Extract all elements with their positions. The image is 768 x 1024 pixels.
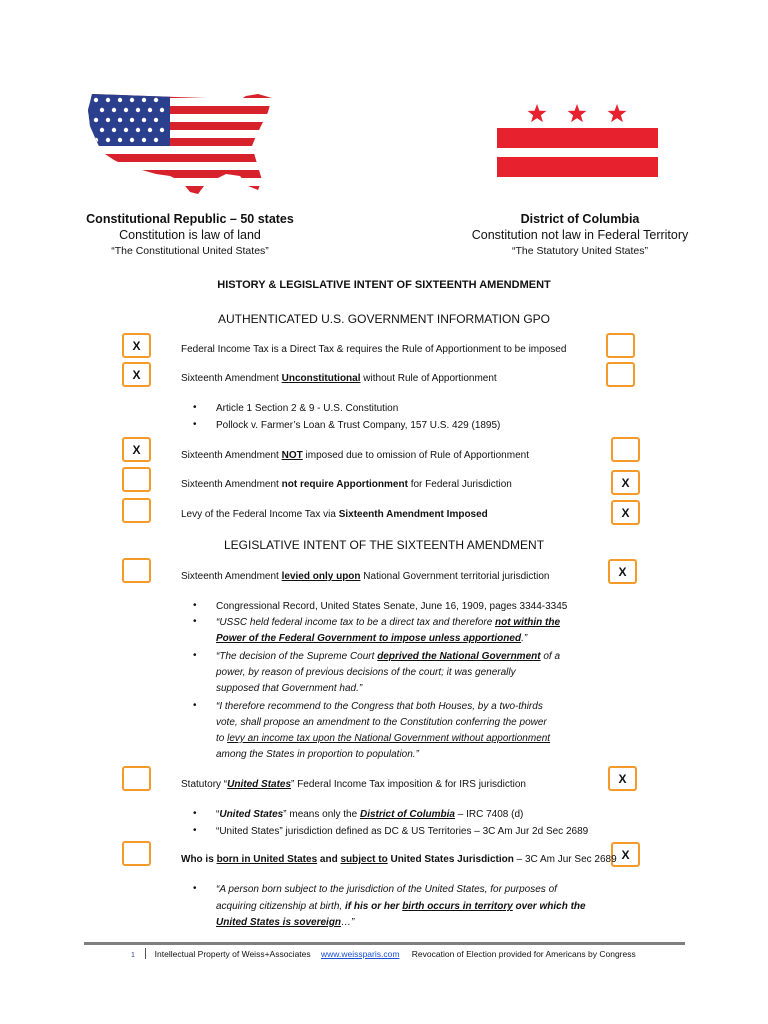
bullet-2: Pollock v. Farmer’s Loan & Trust Company, 157 U.S. 429 (1895) [216, 420, 501, 431]
right-checkbox-7[interactable] [608, 766, 637, 791]
right-header-title: District of Columbia [520, 212, 640, 226]
bullet-8: “United States” jurisdiction defined as DC & US Territories – 3C Am Jur 2d Sec 2689 [216, 826, 589, 837]
row-2-text: Sixteenth Amendment Unconstitutional without Rule of Apportionment [181, 373, 497, 384]
page-number: 1 [131, 952, 135, 959]
bullet-6-line2: vote, shall propose an amendment to the Constitution conferring the power [216, 717, 547, 728]
x-mark: X [132, 338, 141, 353]
left-checkbox-4[interactable] [122, 467, 151, 492]
x-mark: X [618, 771, 627, 786]
footer [131, 948, 636, 959]
bullet-4-line2: Power of the Federal Government to impose unless apportioned.” [216, 633, 528, 644]
bullet-dot: • [193, 883, 197, 894]
section1-heading: AUTHENTICATED U.S. GOVERNMENT INFORMATION GPO [217, 312, 550, 326]
left-checkbox-8[interactable] [122, 841, 151, 866]
x-mark: X [621, 847, 630, 862]
bullet-dot: • [193, 700, 197, 711]
bullet-6-line4: among the States in proportion to population.” [216, 749, 419, 760]
bullet-7: “United States” means only the District of Columbia – IRC 7408 (d) [216, 809, 524, 820]
left-header-title: Constitutional Republic – 50 states [86, 212, 294, 226]
right-checkbox-2[interactable] [606, 362, 635, 387]
left-checkbox-2[interactable] [122, 362, 151, 387]
footer-divider [84, 942, 685, 945]
x-mark: X [621, 475, 630, 490]
right-header-subtitle: Constitution not law in Federal Territory [471, 228, 689, 242]
left-checkbox-5[interactable] [122, 498, 151, 523]
row-3-text: Sixteenth Amendment NOT imposed due to omission of Rule of Apportionment [181, 450, 529, 461]
right-checkbox-5[interactable] [611, 500, 640, 525]
section2-heading: LEGISLATIVE INTENT OF THE SIXTEENTH AMENDMENT [223, 538, 545, 552]
bullet-dot: • [193, 825, 197, 836]
right-checkbox-4[interactable] [611, 470, 640, 495]
bullet-5: “The decision of the Supreme Court deprived the National Government of a [216, 651, 561, 662]
bullet-5-line3: supposed that Government had.” [216, 683, 363, 694]
left-checkbox-1[interactable] [122, 333, 151, 358]
bullet-5-line2: power, by reason of previous decisions of the court; it was generally [216, 667, 516, 678]
x-mark: X [618, 564, 627, 579]
us-map-flag-icon [86, 90, 278, 198]
left-header-subtitle: Constitution is law of land [119, 228, 261, 242]
row-1-text: Federal Income Tax is a Direct Tax & requires the Rule of Apportionment to be imposed [181, 344, 567, 355]
bullet-9-line3: United States is sovereign…” [216, 917, 355, 928]
dc-flag-icon [497, 98, 659, 180]
x-mark: X [621, 505, 630, 520]
right-checkbox-6[interactable] [608, 559, 637, 584]
bullet-9: “A person born subject to the jurisdiction of the United States, for purposes of [216, 884, 557, 895]
footer-link[interactable]: www.weissparis.com [321, 949, 400, 959]
left-checkbox-7[interactable] [122, 766, 151, 791]
right-checkbox-1[interactable] [606, 333, 635, 358]
bullet-6-line3: to levy an income tax upon the National Government without apportionment [216, 733, 551, 744]
bullet-dot: • [193, 419, 197, 430]
right-header-quote: “The Statutory United States” [512, 245, 648, 257]
right-checkbox-3[interactable] [611, 437, 640, 462]
bullet-1: Article 1 Section 2 & 9 - U.S. Constitution [216, 403, 399, 414]
footer-separator [145, 948, 146, 959]
row-8-text: Who is born in United States and subject to United States Jurisdiction – 3C Am Jur Sec 2689 [181, 854, 617, 865]
row-4-text: Sixteenth Amendment not require Apportionment for Federal Jurisdiction [181, 479, 512, 490]
left-checkbox-3[interactable] [122, 437, 151, 462]
bullet-dot: • [193, 402, 197, 413]
x-mark: X [132, 442, 141, 457]
bullet-4: “USSC held federal income tax to be a direct tax and therefore not within the [216, 617, 561, 628]
row-5-text: Levy of the Federal Income Tax via Sixteenth Amendment Imposed [181, 509, 488, 520]
bullet-3: Congressional Record, United States Senate, June 16, 1909, pages 3344-3345 [216, 601, 568, 612]
left-header-quote: “The Constitutional United States” [111, 245, 269, 257]
footer-text-2: Revocation of Election provided for Americans by Congress [411, 949, 636, 959]
x-mark: X [132, 367, 141, 382]
bullet-dot: • [193, 616, 197, 627]
section-title: HISTORY & LEGISLATIVE INTENT OF SIXTEENTH AMENDMENT [217, 279, 551, 291]
right-header [430, 212, 730, 257]
left-checkbox-6[interactable] [122, 558, 151, 583]
row-6-text: Sixteenth Amendment levied only upon National Government territorial jurisdiction [181, 571, 550, 582]
bullet-6: “I therefore recommend to the Congress that both Houses, by a two-thirds [216, 701, 543, 712]
bullet-dot: • [193, 650, 197, 661]
left-header [60, 212, 320, 257]
row-7-text: Statutory “United States” Federal Income Tax imposition & for IRS jurisdiction [181, 779, 526, 790]
footer-text-1: Intellectual Property of Weiss+Associates [154, 949, 311, 959]
bullet-dot: • [193, 600, 197, 611]
bullet-9-line2: acquiring citizenship at birth, if his or her birth occurs in territory over which the [216, 901, 586, 912]
bullet-dot: • [193, 808, 197, 819]
